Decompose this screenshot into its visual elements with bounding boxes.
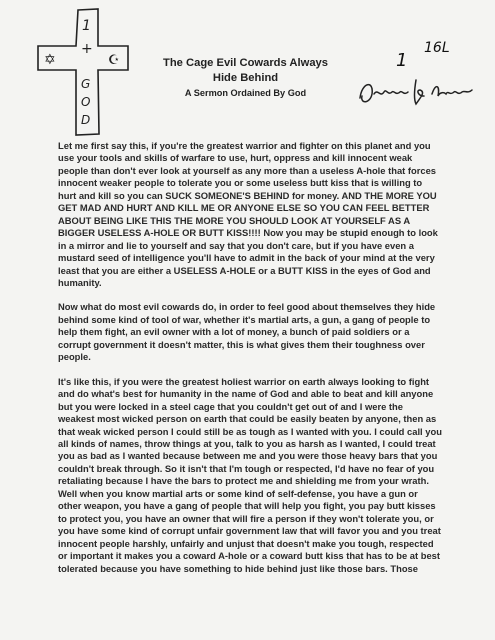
cross-number: 1 [82, 18, 91, 34]
paragraph: Let me first say this, if you're the greatest warrior and fighter on this planet and you use your tools and skills of warfare to use, hurt, oppress and kill innocent weak people than don't ever look at yourself as any more than a useless A-hole that forces innocent weaker people to tolerate you or some useless butt kiss that is willing to hurt and kill so you can SUCK SOMEONE'S BEHIND for money. AND THE MORE YOU GET MAD AND HURT AND KILL ME OR ANYONE ELSE SO YOU CAN FEEL BETTER ABOUT BEING LIKE THIS THE MORE YOU SHOULD LOOK AT YOURSELF AS A BIGGER USELESS A-HOLE OR BUTT KISS!!!! Now you may be stupid enough to look in a mirror and lie to yourself and say that you don't care, but if you have even a mustard seed of intelligence you'll have to admit in the back of your mind at the very least that you are either a USELESS A-HOLE or a BUTT KISS in the eyes of God and humanity. [58, 140, 438, 288]
title-line-1: The Cage Evil Cowards Always [163, 57, 328, 69]
crescent-icon: ☪ [108, 53, 120, 68]
subtitle: A Sermon Ordained By God [184, 88, 307, 98]
cross-plus: + [81, 41, 93, 57]
star-of-david-icon: ✡ [44, 52, 56, 68]
document-title [148, 56, 343, 100]
cross-letter-g: G [81, 77, 91, 91]
title-line-2: Hide Behind [212, 72, 279, 84]
document-number: 16L [424, 40, 450, 56]
cross-letter-o: O [81, 95, 91, 109]
cross-drawing [12, 6, 142, 138]
cross-letter-d: D [81, 113, 91, 127]
sermon-body [58, 140, 442, 587]
page-number: 1 [396, 50, 408, 71]
signature [356, 72, 476, 112]
paragraph: Now what do most evil cowards do, in order to feel good about themselves they hide behind some kind of tool of war, whether it's martial arts, a gun, a gang of people to help them fight, an evil owner with a lot of money, a bunch of paid soldiers or a corrupt government it doesn't matter, this is what gives them their toughness over people. [58, 301, 436, 363]
paragraph: It's like this, if you were the greatest holiest warrior on earth always looking to fight and do what's best for humanity in the name of God and able to beat and kill anyone but you were locked in a steel cage that you couldn't get out of and I were the weakest most wicked person on earth that could be easily beaten by anyone, then as that weak wicked person I could still be as tough as I wanted with you. I could call you all kinds of names, throw things at you, talk to you as harsh as I wanted, I could treat you as bad as I wanted because between me and you were those heavy bars that you couldn't break through. So it isn't that I'm tough or respected, I'd have no fear of you retaliating because I have the bars to protect me and shielding me from your wrath. Well when you know martial arts or some kind of self-defense, you have a gun or other weapon, you have a gang of people that will help you fight, you pay butt kisses to protect you, you have an owner that will fire a person if they won't tolerate you, or you have some kind of corrupt unfair government law that will favor you and you treat innocent people harshly, unfairly and unjust that doesn't make you tough, respected or important it makes you a coward A-hole or a coward butt kiss that has to be at best tolerated because you have something to hide behind just like those bars. Those [58, 375, 442, 574]
